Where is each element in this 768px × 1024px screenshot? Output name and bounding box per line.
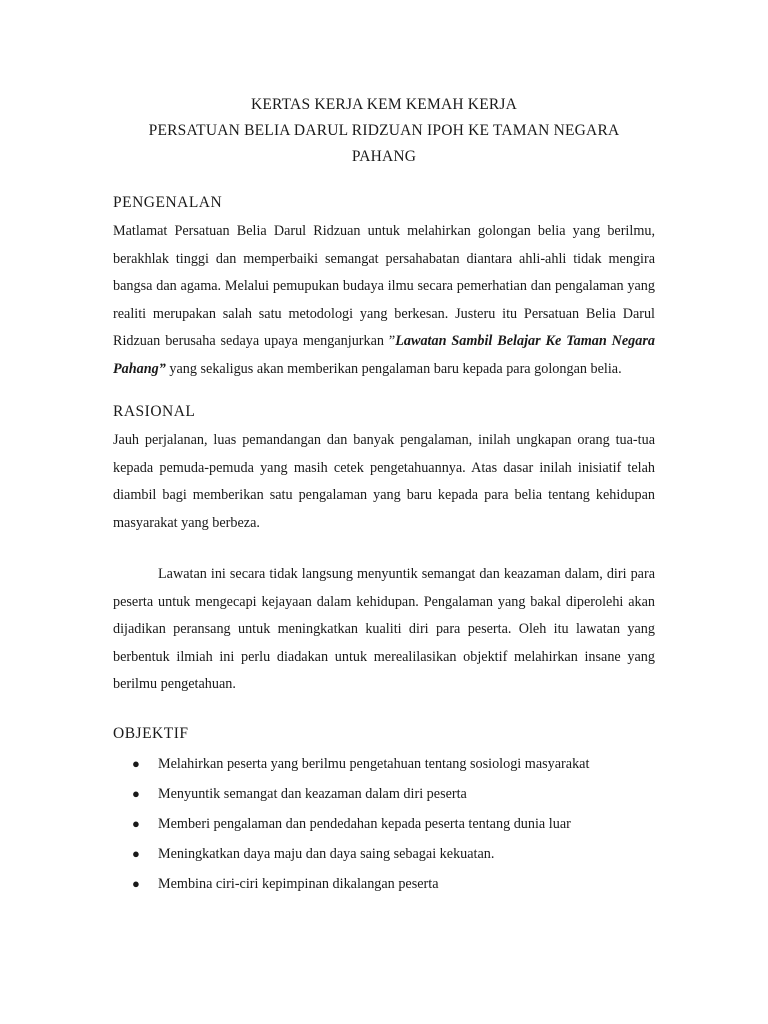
pengenalan-text-before: Matlamat Persatuan Belia Darul Ridzuan untuk melahirkan golongan belia yang berilmu, berakhlak tinggi dan memperbaiki semangat persahabatan diantara ahli-ahli tidak mengira bangsa dan agama. Melalui pemupukan budaya ilmu secara pemerhatian dan pengalaman yang realiti merupakan salah satu metodologi yang berkesan. Justeru itu Persatuan Belia Darul Ridzuan berusaha sedaya upaya menganjurkan ” [113,223,655,349]
document-page [113,92,655,899]
objective-text: Melahirkan peserta yang berilmu pengetahuan tentang sosiologi masyarakat [158,755,590,772]
heading-rasional: RASIONAL [113,403,196,420]
objective-text: Menyuntik semangat dan keazaman dalam diri peserta [158,785,467,802]
list-item [113,749,655,779]
objective-text: Meningkatkan daya maju dan daya saing sebagai kekuatan. [158,845,495,862]
heading-objektif: OBJEKTIF [113,724,189,742]
objective-text: Membina ciri-ciri kepimpinan dikalangan peserta [158,875,439,892]
section-rasional [113,403,655,699]
heading-pengenalan: PENGENALAN [113,194,223,211]
objective-text: Memberi pengalaman dan pendedahan kepada peserta tentang dunia luar [158,815,571,832]
rasional-paragraph-1: Jauh perjalanan, luas pemandangan dan banyak pengalaman, inilah ungkapan orang tua-tua kepada pemuda-pemuda yang masih cetek pengetahuannya. Atas dasar inilah inisiatif telah diambil bagi memberikan satu pengalaman yang baru kepada para belia tentang kehidupan masyarakat yang berbeza. [113,432,655,531]
rasional-paragraph-2: Lawatan ini secara tidak langsung menyuntik semangat dan keazaman dalam, diri para peserta untuk mengecapi kejayaan dalam kehidupan. Pengalaman yang bakal diperolehi akan dijadikan peransang untuk meningkatkan kualiti diri para peserta. Oleh itu lawatan yang berbentuk ilmiah ini perlu diadakan untuk merealilasikan objektif melahirkan insane yang berilmu pengetahuan. [113,566,655,692]
pengenalan-emphasis: Lawatan Sambil Belajar Ke Taman Negara Pahang” [113,333,655,377]
list-item [113,839,655,869]
pengenalan-text-after: yang sekaligus akan memberikan pengalaman baru kepada para golongan belia. [165,360,622,377]
objectives-list [113,749,655,899]
list-item [113,779,655,809]
bullet-icon: ● [132,785,140,801]
section-objektif [113,725,655,899]
list-item [113,869,655,899]
title-line-3: PAHANG [351,148,417,165]
bullet-icon: ● [132,755,140,771]
bullet-icon: ● [132,845,140,861]
title-line-1: KERTAS KERJA KEM KEMAH KERJA [250,96,518,113]
bullet-icon: ● [132,815,140,831]
document-title [113,92,655,170]
title-line-2: PERSATUAN BELIA DARUL RIDZUAN IPOH KE TAMAN NEGARA [148,122,620,139]
bullet-icon: ● [132,875,140,891]
pengenalan-paragraph [113,218,655,383]
list-item [113,809,655,839]
section-pengenalan [113,194,655,383]
